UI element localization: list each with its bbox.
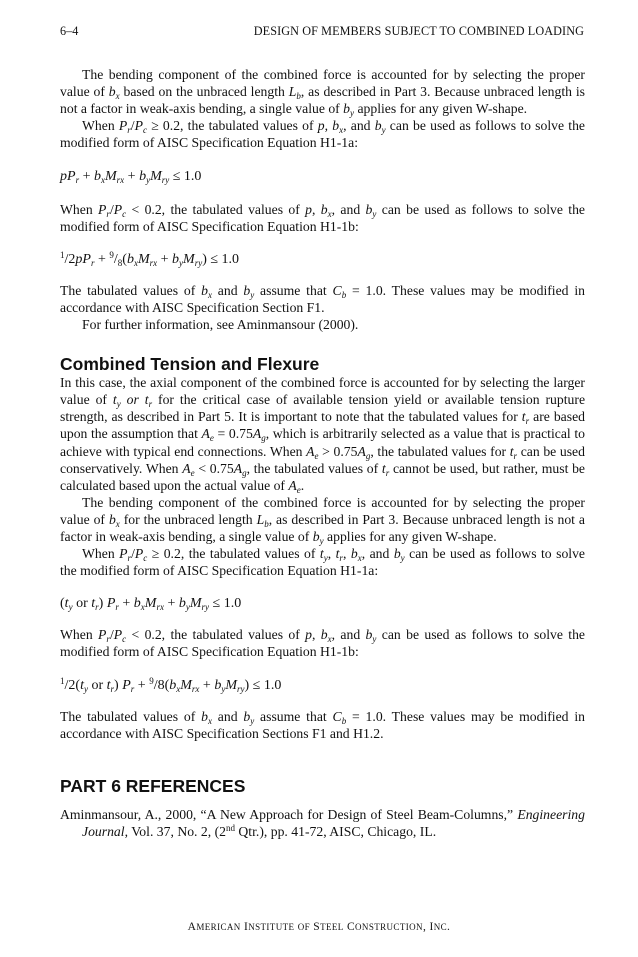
- page-footer: AMERICAN INSTITUTE OF STEEL CONSTRUCTION, INC.: [187, 921, 451, 933]
- paragraph-h1-1a-condition: When $P_r/P_c \ge 0.2$, the tabulated values of p, $b_x$, and $b_y$ can be used as follows to solve the modified form of AISC Specification Equation H1-1a:: [60, 118, 586, 151]
- reference-aminmansour-2000: Aminmansour, A., 2000, “A New Approach for Design of Steel Beam-Columns,” Engineering Journal, Vol. 37, No. 2, (2nd Qtr.), pp. 41-72, AISC, Chicago, IL.: [60, 806, 585, 839]
- paragraph-bending-component: The bending component of the combined force is accounted for by selecting the proper value of $b_x$ based on the unbraced length $L_b$, as described in Part 3. Because unbraced length is not a factor in weak-axis bending, a single value of $b_y$ applies for any given W-shape.: [60, 67, 585, 119]
- equation-h1-1a-tension: ($t_y$ or $t_r$) $P_r + b_xM_{rx} + b_yM_{ry} \le 1.0$: [60, 596, 242, 613]
- page-body: [60, 66, 585, 840]
- equation-h1-1b: $^1/2pP_r + ^9/_8(b_xM_{rx} + b_yM_{ry}) \le 1.0$: [60, 249, 240, 268]
- running-title: DESIGN OF MEMBERS SUBJECT TO COMBINED LOADING: [253, 24, 584, 38]
- paragraph-axial-component: In this case, the axial component of the combined force is accounted for by selecting the larger value of $t_y$ or $t_r$ for the critical case of available tension yield or available tension rupture strength, as described in Part 5. It is important to note that the tabulated values for $t_r$ are based upon the assumption that $A_e = 0.75A_g$, which is arbitrarily selected as a value that is practical to achieve with typical end connections. When $A_e > 0.75A_g$, the tabulated values for $t_r$ can be used conservatively. When $A_e < 0.75A_g$, the tabulated values of $t_r$ cannot be used, but rather, must be calculated based upon the actual value of $A_e$.: [60, 375, 586, 495]
- page-header: [60, 24, 584, 39]
- page-number: 6–4: [60, 24, 79, 38]
- paragraph-bending-component-2: The bending component of the combined force is accounted for by selecting the proper value of $b_x$ for the unbraced length $L_b$, as described in Part 3. Because unbraced length is not a factor in weak-axis bending, a single value of $b_y$ applies for any given W-shape.: [60, 494, 585, 546]
- paragraph-h1-1b-condition: When $P_r/P_c < 0.2$, the tabulated values of p, $b_x$, and $b_y$ can be used as follows to solve the modified form of AISC Specification Equation H1-1b:: [60, 201, 585, 234]
- paragraph-h1-1a-condition-2: When $P_r/P_c \ge 0.2$, the tabulated values of $t_y$, $t_r$, $b_x$, and $b_y$ can be used as follows to solve the modified form of AISC Specification Equation H1-1a:: [60, 546, 586, 579]
- equation-h1-1b-tension: $^1/2(t_y$ or $t_r$) $P_r + ^9/8(b_xM_{rx} + b_yM_{ry}) \le 1.0$: [60, 675, 282, 694]
- paragraph-cb-assumption: The tabulated values of $b_x$ and $b_y$ assume that $C_b = 1.0$. These values may be modified in accordance with AISC Specification Section F1.: [60, 282, 585, 315]
- paragraph-h1-1b-condition-2: When $P_r/P_c < 0.2$, the tabulated values of p, $b_x$, and $b_y$ can be used as follows to solve the modified form of AISC Specification Equation H1-1b:: [60, 627, 585, 660]
- equation-h1-1a: $pP_r + b_xM_{rx} + b_yM_{ry} \le 1.0$: [60, 169, 202, 186]
- paragraph-cb-assumption-2: The tabulated values of $b_x$ and $b_y$ assume that $C_b = 1.0$. These values may be modified in accordance with AISC Specification Sections F1 and H1.2.: [60, 708, 585, 741]
- paragraph-further-information: For further information, see Aminmansour (2000).: [82, 317, 359, 333]
- section-title-references: PART 6 REFERENCES: [60, 775, 246, 796]
- section-title-combined-tension: Combined Tension and Flexure: [60, 354, 320, 375]
